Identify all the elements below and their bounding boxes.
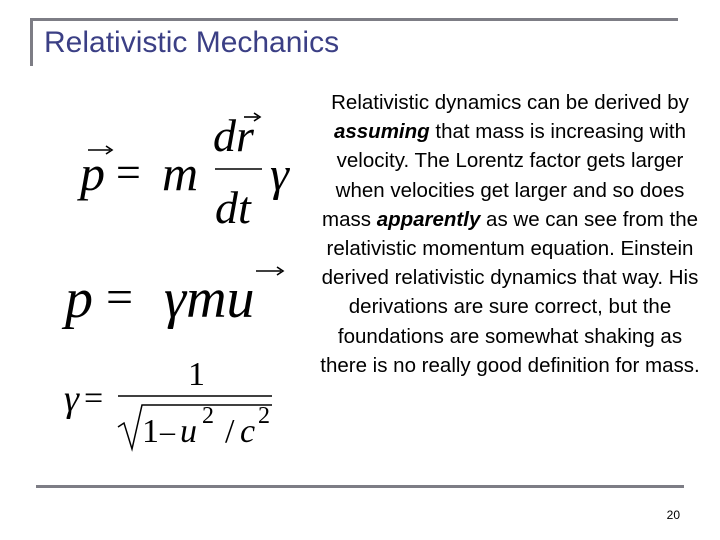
eq2-lhs: p [65,268,93,330]
eq3-c: c [240,413,256,450]
eq2-rhs: γmu [164,268,255,330]
eq3-lhs: γ [64,378,79,420]
relativistic-momentum-equation [60,255,300,335]
paragraph-part-2: that mass is increasing with velocity. The Lorentz factor gets larger when velocities get larger and so does mass [322,120,687,231]
eq1-m: m [162,145,199,201]
eq1-lhs: p [80,145,105,201]
eq3-numerator: 1 [188,356,205,393]
top-rule [30,18,678,21]
eq3-exp2: 2 [258,403,270,429]
eq3-slash: / [225,413,235,450]
slide-title: Relativistic Mechanics [44,26,340,59]
eq3-u: u [180,413,197,450]
eq3-equals: = [84,380,104,417]
eq3-exp1: 2 [202,403,214,429]
eq3-one: 1 [142,413,159,450]
explanation-paragraph [320,88,700,380]
eq2-equals: = [106,271,134,324]
paragraph-part-3: as we can see from the relativistic momentum equation. Einstein derived relativistic dynamics that way. His derivations are sure correct, but the foundations are somewhat shaking as there is no really good definition for mass. [320,207,700,377]
momentum-derivative-equation [70,95,310,240]
lorentz-factor-equation [50,345,290,455]
eq1-gamma: γ [270,148,289,201]
bottom-rule [36,485,684,488]
paragraph-part-1: Relativistic dynamics can be derived by [331,91,689,114]
eq3-minus: – [160,415,175,448]
left-rule [30,18,33,66]
eq1-denominator: dt [215,182,251,233]
page-number: 20 [666,508,680,522]
eq1-equals: = [116,148,141,197]
eq1-numerator: dr [213,110,254,161]
emphasis-assuming: assuming [333,120,430,144]
emphasis-apparently: apparently [376,207,481,231]
